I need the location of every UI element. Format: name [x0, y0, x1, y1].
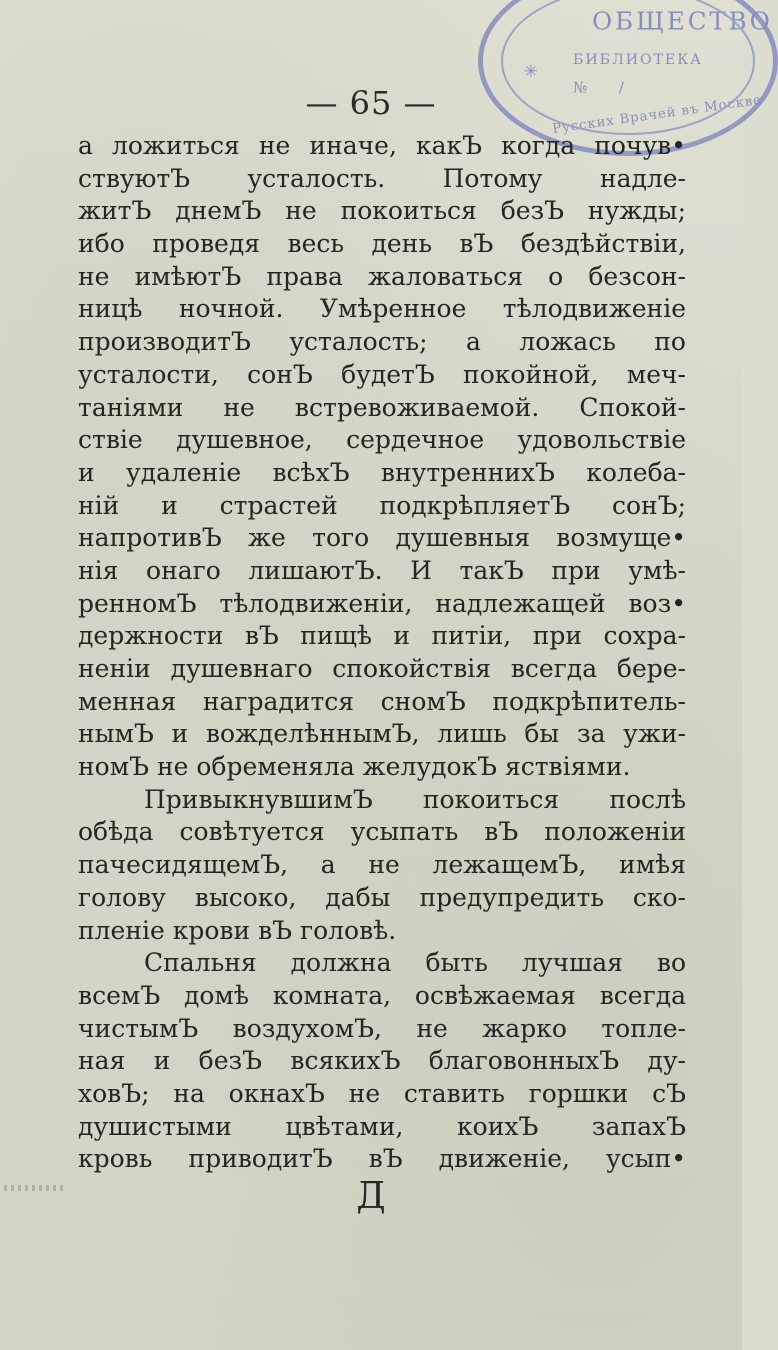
text-line: не имѣютЪ права жаловаться о безсон- [78, 261, 686, 291]
text-line: ибо проведя весь день вЪ бездѣйствіи, [78, 229, 686, 259]
text-line: ренномЪ тѣлодвиженіи, надлежащей воз• [78, 588, 686, 618]
text-line: ствіе душевное, сердечное удовольствіе [78, 425, 686, 455]
library-stamp-graphic [483, 0, 773, 151]
text-line: кровь приводитЪ вЪ движеніе, усып• [78, 1144, 686, 1174]
text-line: всемЪ домѣ комната, освѣжаемая всегда [78, 980, 686, 1010]
text-line: чистымЪ воздухомЪ, не жарко топле- [78, 1013, 686, 1043]
text-line: а ложиться не иначе, какЪ когда почув• [78, 131, 686, 160]
text-line: ствуютЪ усталость. Потому надле- [78, 163, 686, 193]
body-text [78, 130, 686, 1176]
stamp-bottom-text: Русских Врачей въ Москве [551, 92, 763, 138]
text-line: неніи душевнаго спокойствія всегда бере- [78, 654, 686, 683]
text-line: ницѣ ночной. Умѣренное тѣлодвиженіе [78, 294, 686, 324]
text-line: Спальня должна быть лучшая во [144, 948, 686, 978]
margin-mark [4, 1185, 64, 1191]
text-line: ПривыкнувшимЪ покоиться послѣ [144, 784, 686, 814]
text-line: усталости, сонЪ будетЪ покойной, меч- [78, 359, 686, 389]
stamp-middle-text: БИБЛИОТЕКА [573, 51, 703, 68]
stamp-number-text: № / [573, 78, 638, 97]
text-line: нымЪ и вожделѣннымЪ, лишь бы за ужи- [78, 719, 686, 749]
text-line: напротивЪ же того душевныя возмуще• [78, 523, 686, 553]
text-line: держности вЪ пищѣ и питіи, при сохра- [78, 621, 686, 651]
text-line: пачесидящемЪ, а не лежащемЪ, имѣя [78, 850, 686, 880]
text-line: житЪ днемЪ не покоиться безЪ нужды; [78, 196, 686, 226]
text-line: номЪ не обременяла желудокЪ яствіями. [78, 752, 631, 782]
stamp-top-text: ОБЩЕСТВО [592, 6, 773, 36]
text-line: ній и страстей подкрѣпляетЪ сонЪ; [78, 490, 686, 520]
page-number: — 65 — [305, 84, 437, 122]
text-line: производитЪ усталость; а ложась по [78, 327, 686, 357]
text-line: и удаленіе всѣхЪ внутреннихЪ колеба- [78, 457, 686, 487]
text-line: ная и безЪ всякихЪ благовонныхЪ ду- [78, 1046, 686, 1076]
stamp-star-icon: ✳ [523, 62, 539, 83]
text-line: душистыми цвѣтами, коихЪ запахЪ [78, 1111, 686, 1141]
text-line: нія онаго лишаютЪ. И такЪ при умѣ- [78, 555, 686, 585]
text-line: обѣда совѣтуется усыпать вЪ положеніи [78, 817, 686, 847]
text-line: пленіе крови вЪ головѣ. [78, 915, 397, 945]
text-line: менная наградится сномЪ подкрѣпитель- [78, 686, 686, 716]
text-line: голову высоко, дабы предупредить ско- [78, 882, 686, 912]
text-line: таніями не встревоживаемой. Спокой- [78, 392, 686, 422]
text-line: ховЪ; на окнахЪ не ставить горшки сЪ [78, 1078, 686, 1108]
signature-mark: Д [356, 1176, 386, 1217]
